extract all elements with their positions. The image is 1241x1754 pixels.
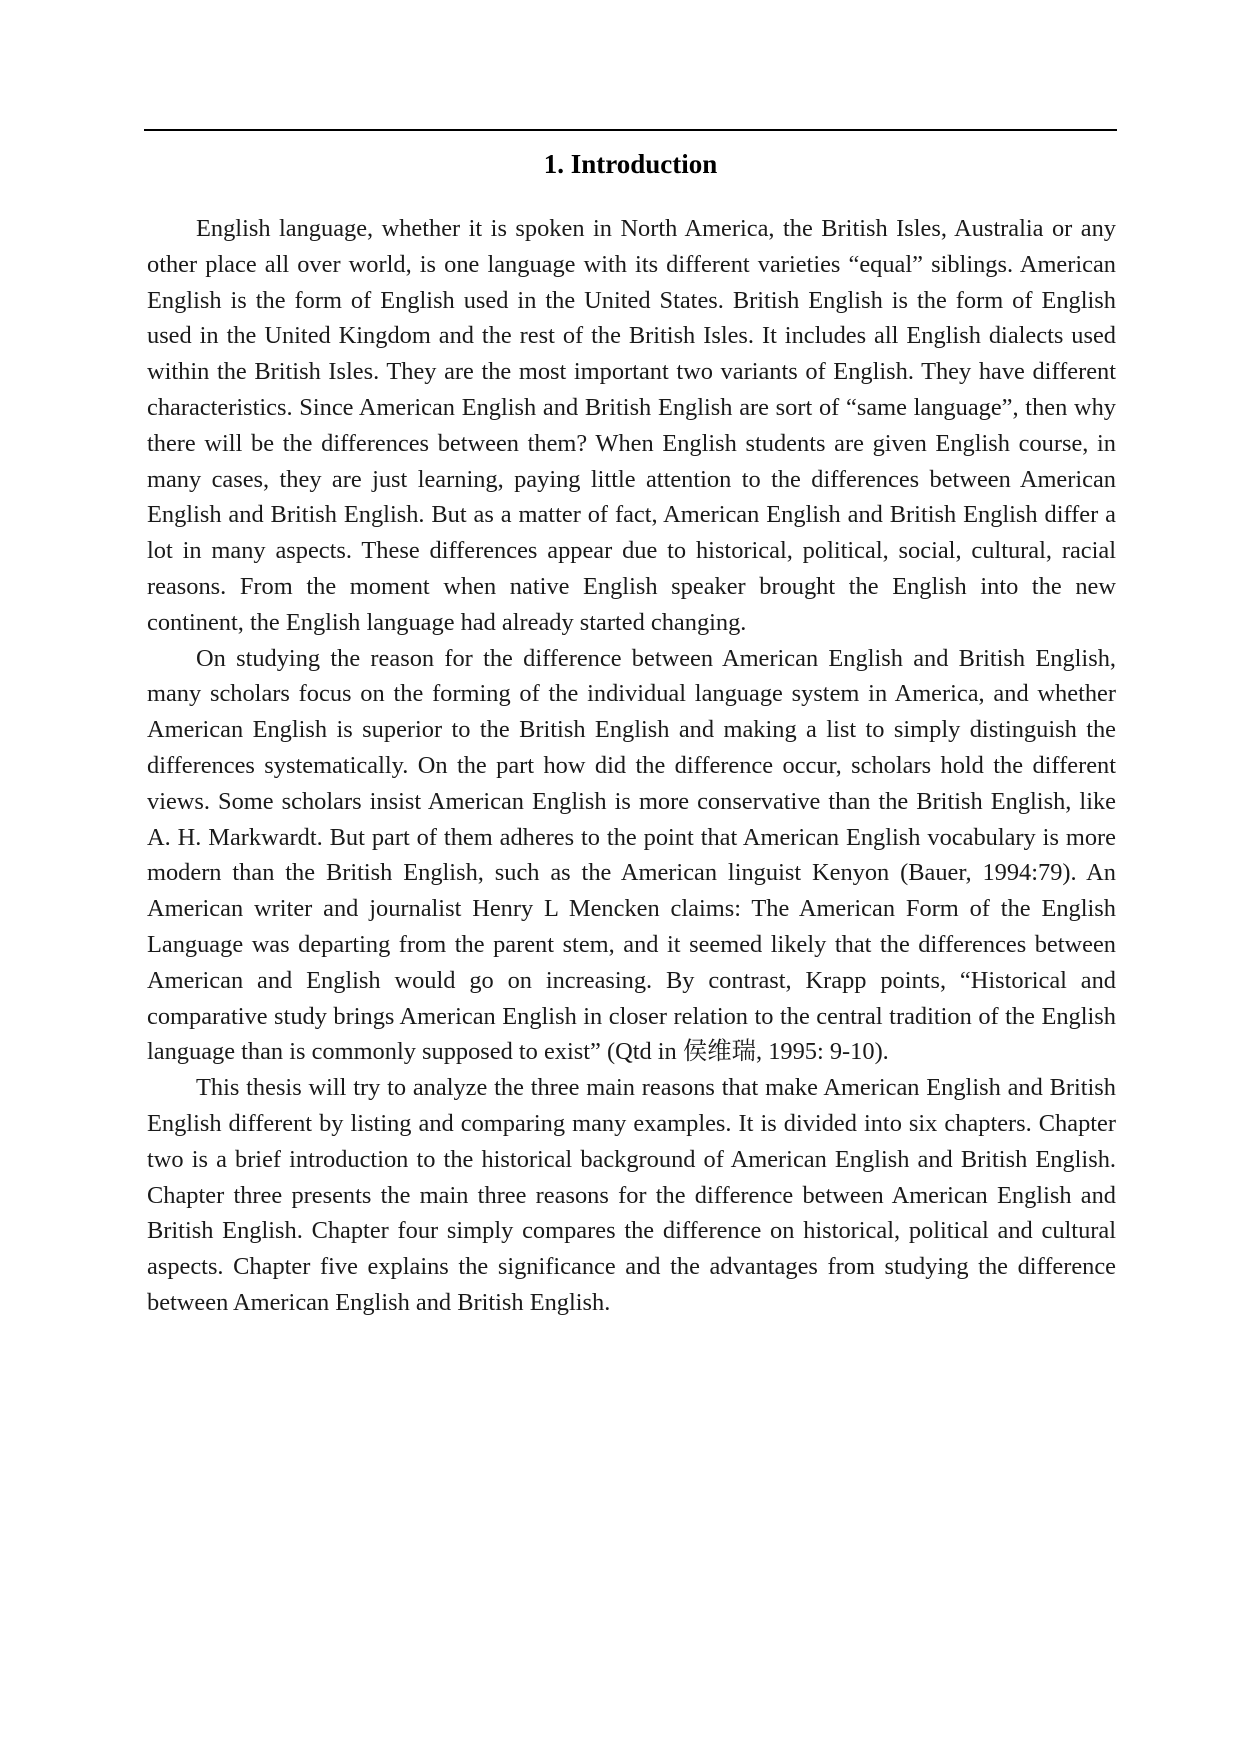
paragraph-1: English language, whether it is spoken in North America, the British Isles, Australia or any other place all over world, is one language with its different varieties “equal” siblings. American English is the form of English used in the United States. British English is the form of English used in the United Kingdom and the rest of the British Isles. It includes all English dialects used within the British Isles. They are the most important two variants of English. They have different characteristics. Since American English and British English are sort of “same language”, then why there will be the differences between them? When English students are given English course, in many cases, they are just learning, paying little attention to the differences between American English and British English. But as a matter of fact, American English and British English differ a lot in many aspects. These differences appear due to historical, political, social, cultural, racial reasons. From the moment when native English speaker brought the English into the new continent, the English language had already started changing. (147, 215, 1116, 636)
paragraph-3: This thesis will try to analyze the three main reasons that make American English and British English different by listing and comparing many examples. It is divided into six chapters. Chapter two is a brief introduction to the historical background of American English and British English. Chapter three presents the main three reasons for the difference between American English and British English. Chapter four simply compares the difference on historical, political and cultural aspects. Chapter five explains the significance and the advantages from studying the difference between American English and British English. (147, 1074, 1116, 1316)
section-heading: 1. Introduction (543, 149, 718, 179)
paragraph-2: On studying the reason for the difference between American English and British English, many scholars focus on the forming of the individual language system in America, and whether American English is superior to the British English and making a list to simply distinguish the differences systematically. On the part how did the difference occur, scholars hold the different views. Some scholars insist American English is more conservative than the British English, like A. H. Markwardt. But part of them adheres to the point that American English vocabulary is more modern than the British English, such as the American linguist Kenyon (Bauer, 1994:79). An American writer and journalist Henry L Mencken claims: The American Form of the English Language was departing from the parent stem, and it seemed likely that the differences between American and English would go on increasing. By contrast, Krapp points, “Historical and comparative study brings American English in closer relation to the central tradition of the English language than is commonly supposed to exist” (Qtd in 侯维瑞, 1995: 9-10). (147, 644, 1116, 1066)
body-text (147, 211, 1116, 1321)
header-rule (144, 129, 1117, 131)
